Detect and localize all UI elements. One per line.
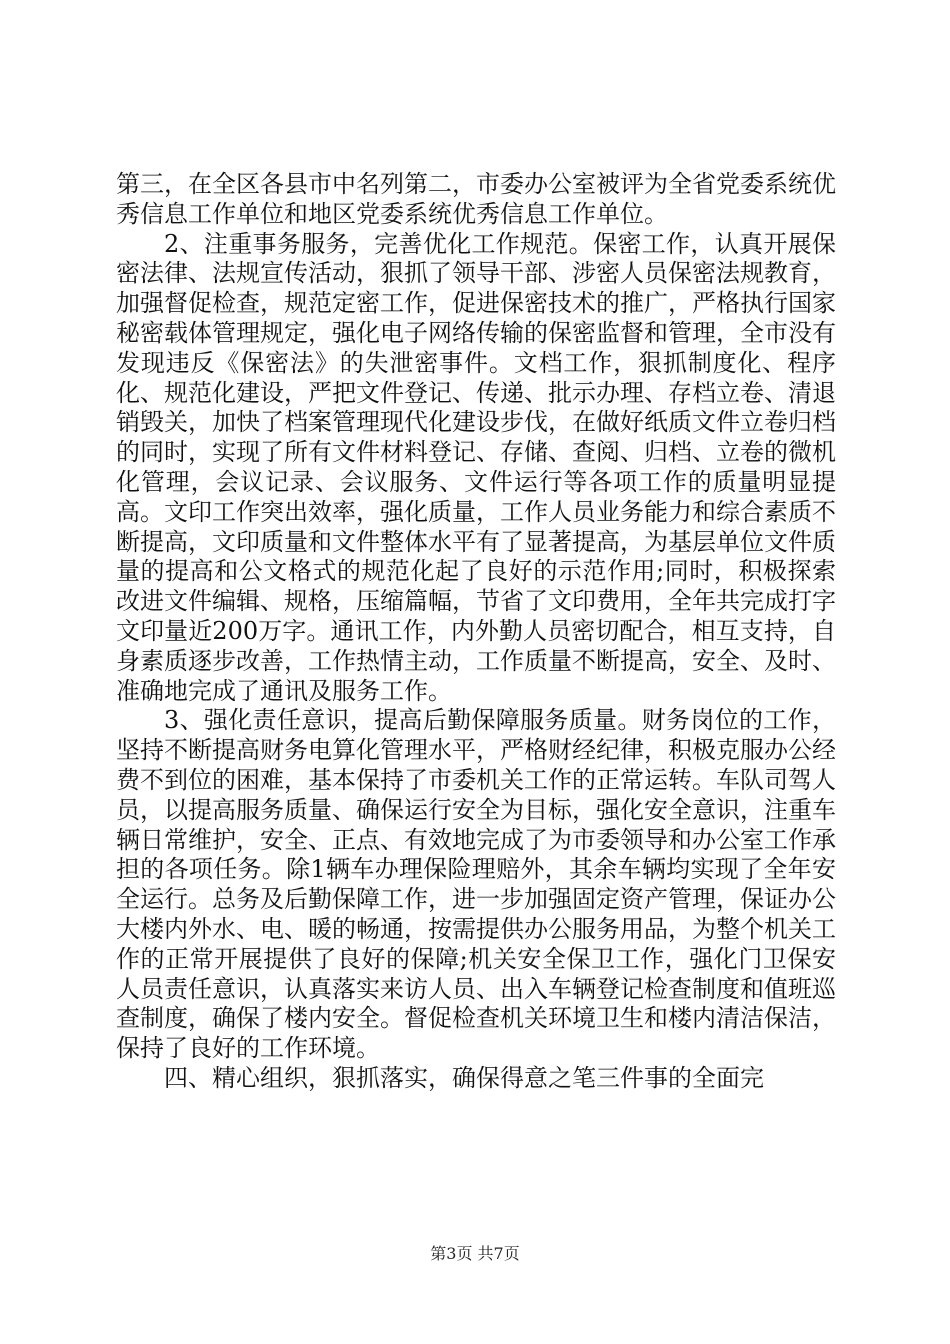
paragraph-intro: 第三，在全区各县市中名列第二，市委办公室被评为全省党委系统优秀信息工作单位和地区党委系统优秀信息工作单位。 [116, 170, 836, 228]
paragraph-section-four: 四、精心组织，狠抓落实，确保得意之笔三件事的全面完 [164, 1063, 764, 1092]
paragraph-logistics: 3、强化责任意识，提高后勤保障服务质量。财务岗位的工作，坚持不断提高财务电算化管理水平，严格财经纪律，积极克服办公经费不到位的困难，基本保持了市委机关工作的正常运转。车队司驾人员，以提高服务质量、确保运行安全为目标，强化安全意识，注重车辆日常维护，安全、正点、有效地完成了为市委领导和办公室工作承担的各项任务。除1辆车办理保险理赔外，其余车辆均实现了全年安全运行。总务及后勤保障工作，进一步加强固定资产管理，保证办公大楼内外水、电、暖的畅通，按需提供办公服务用品，为整个机关工作的正常开展提供了良好的保障;机关安全保卫工作，强化门卫保安人员责任意识，认真落实来访人员、出入车辆登记检查制度和值班巡查制度，确保了楼内安全。督促检查机关环境卫生和楼内清洁保洁，保持了良好的工作环境。 [116, 706, 836, 1063]
document-body [116, 170, 836, 1094]
page-footer [0, 1244, 950, 1264]
paragraph-affairs-service: 2、注重事务服务，完善优化工作规范。保密工作，认真开展保密法律、法规宣传活动，狠抓了领导干部、涉密人员保密法规教育，加强督促检查，规范定密工作，促进保密技术的推广，严格执行国家秘密载体管理规定，强化电子网络传输的保密监督和管理，全市没有发现违反《保密法》的失泄密事件。文档工作，狠抓制度化、程序化、规范化建设，严把文件登记、传递、批示办理、存档立卷、清退销毁关，加快了档案管理现代化建设步伐，在做好纸质文件立卷归档的同时，实现了所有文件材料登记、存储、查阅、归档、立卷的微机化管理，会议记录、会议服务、文件运行等各项工作的质量明显提高。文印工作突出效率，强化质量，工作人员业务能力和综合素质不断提高，文印质量和文件整体水平有了显著提高，为基层单位文件质量的提高和公文格式的规范化起了良好的示范作用;同时，积极探索改进文件编辑、规格，压缩篇幅，节省了文印费用，全年共完成打字文印量近200万字。通讯工作，内外勤人员密切配合，相互支持，自身素质逐步改善，工作热情主动，工作质量不断提高，安全、及时、准确地完成了通讯及服务工作。 [116, 229, 836, 705]
page-number: 第3页 共7页 [430, 1244, 520, 1263]
